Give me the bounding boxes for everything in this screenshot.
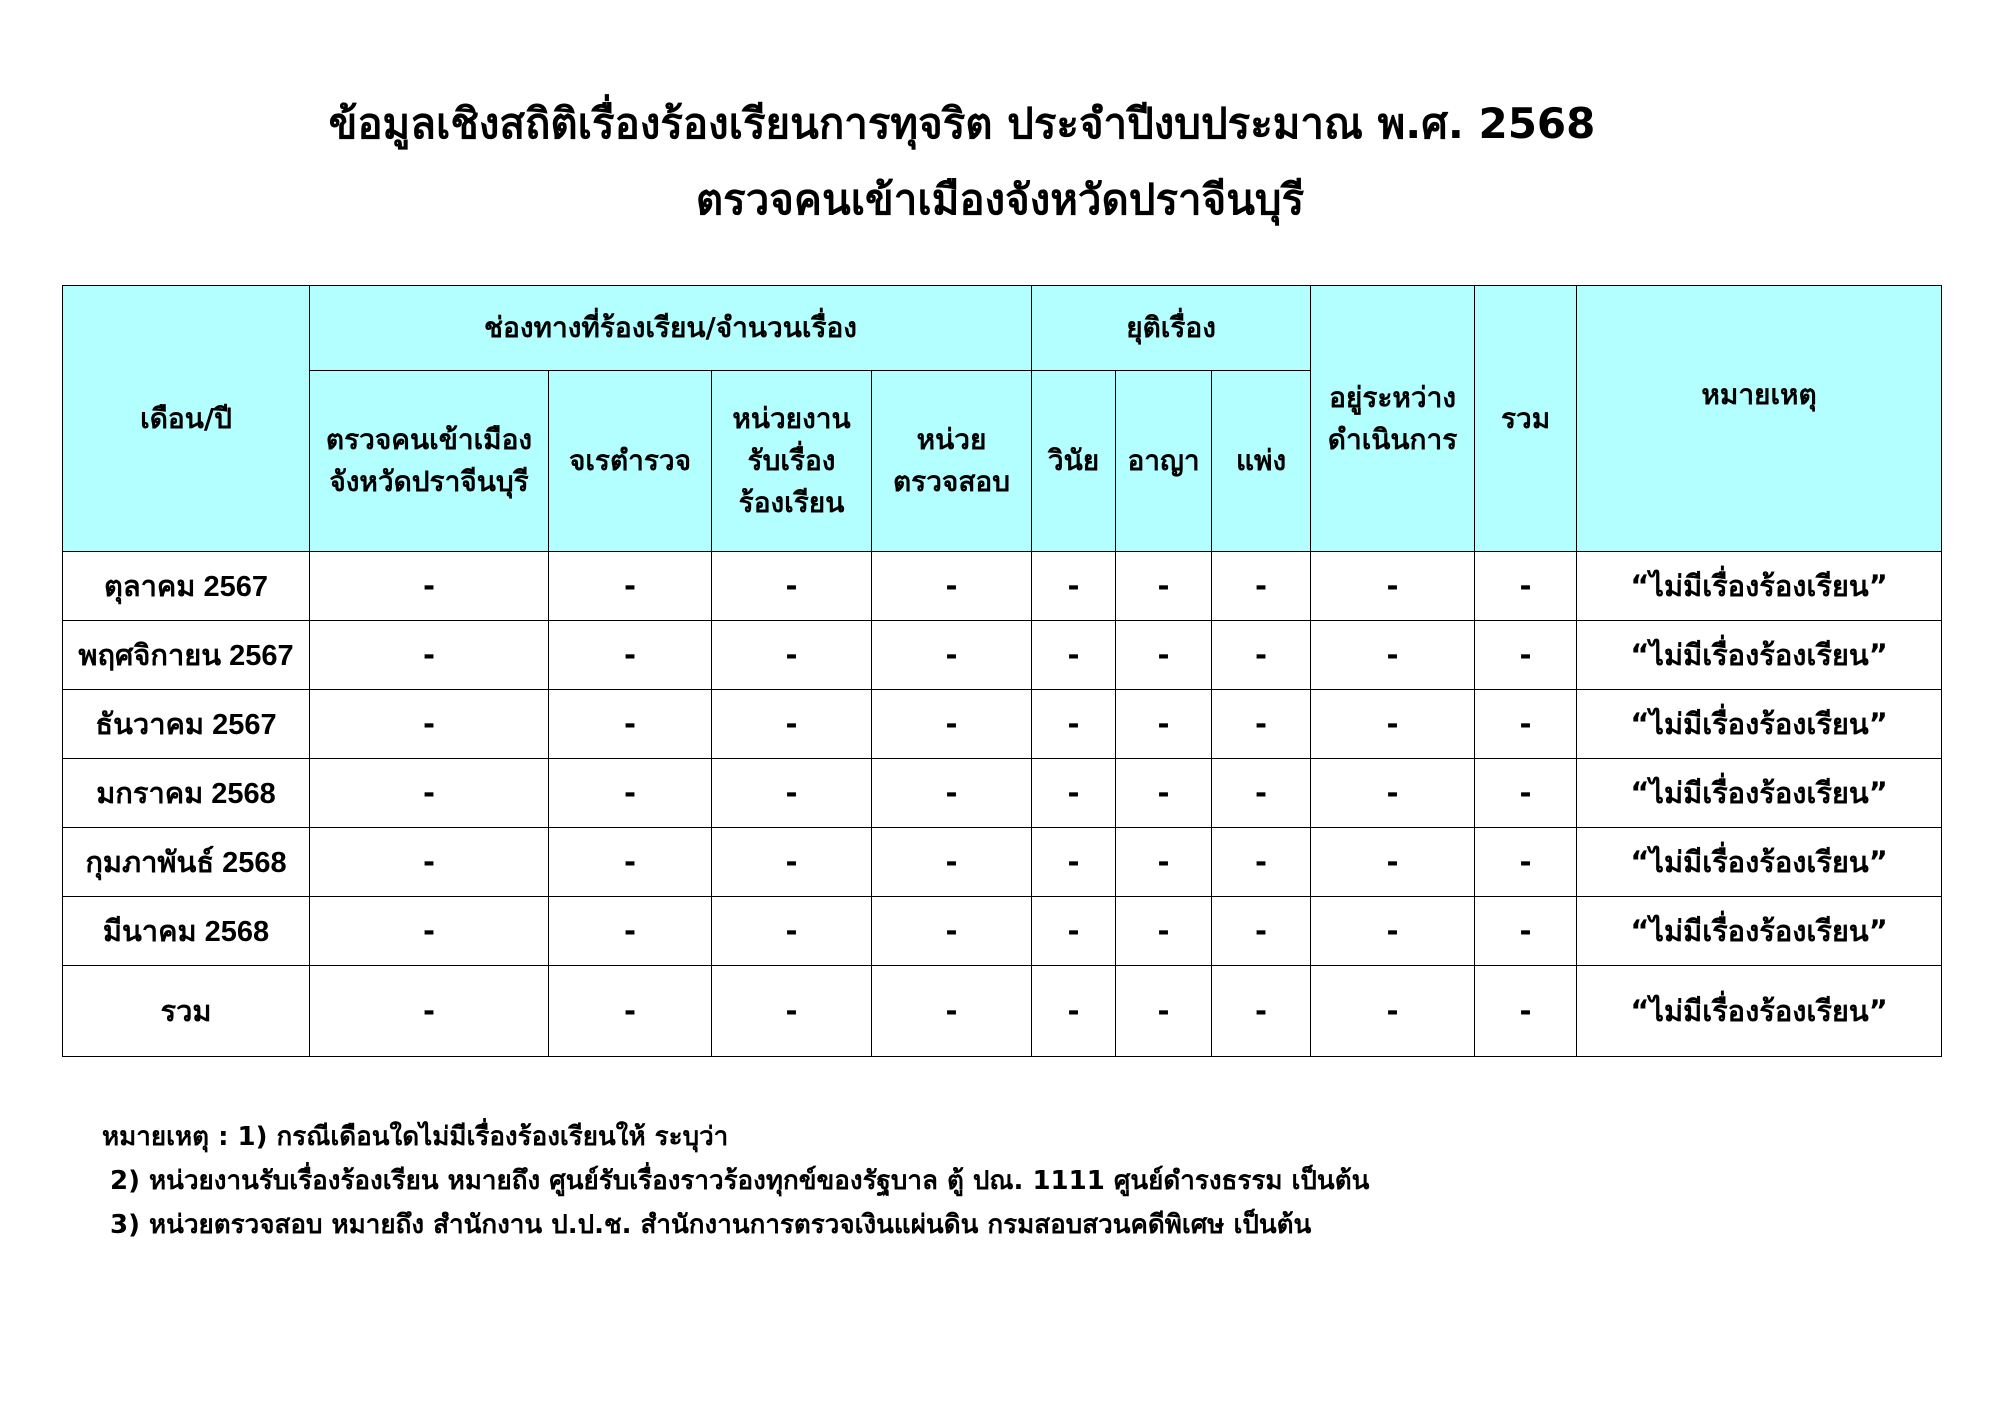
header-channels-group: ช่องทางที่ร้องเรียน/จำนวนเรื่อง: [310, 286, 1032, 371]
header-channel-immigration: ตรวจคนเข้าเมืองจังหวัดปราจีนบุรี: [310, 371, 549, 552]
value-cell: -: [1116, 552, 1212, 621]
note-item: 2) หน่วยงานรับเรื่องร้องเรียน หมายถึง ศูนย์รับเรื่องราวร้องทุกข์ของรัฐบาล ตู้ ปณ. 1111 ศูนย์ดำรงธรรม เป็นต้น: [110, 1166, 1370, 1196]
header-total: รวม: [1475, 286, 1577, 552]
table-row: [63, 828, 1942, 897]
value-cell: -: [1475, 552, 1577, 621]
remark-cell: “ไม่มีเรื่องร้องเรียน”: [1577, 897, 1942, 966]
value-cell: -: [1212, 621, 1311, 690]
value-cell: -: [1311, 759, 1475, 828]
value-cell: -: [872, 759, 1032, 828]
value-cell: -: [1475, 897, 1577, 966]
value-cell: -: [1311, 621, 1475, 690]
value-cell: -: [549, 759, 712, 828]
header-closed-group: ยุติเรื่อง: [1032, 286, 1311, 371]
table-row: [63, 759, 1942, 828]
value-cell: -: [549, 621, 712, 690]
table-row: [63, 621, 1942, 690]
remark-cell: “ไม่มีเรื่องร้องเรียน”: [1577, 966, 1942, 1057]
value-cell: -: [310, 966, 549, 1057]
value-cell: -: [712, 966, 872, 1057]
value-cell: -: [712, 897, 872, 966]
value-cell: -: [1212, 552, 1311, 621]
value-cell: -: [712, 828, 872, 897]
header-month: เดือน/ปี: [63, 286, 310, 552]
value-cell: -: [310, 828, 549, 897]
header-channel-inspector-police: จเรตำรวจ: [549, 371, 712, 552]
month-cell: มกราคม 2568: [63, 759, 310, 828]
header-remark: หมายเหตุ: [1577, 286, 1942, 552]
note-item: หมายเหตุ : 1) กรณีเดือนใดไม่มีเรื่องร้องเรียนให้ ระบุว่า: [102, 1122, 729, 1152]
value-cell: -: [1032, 966, 1116, 1057]
notes-list: [102, 1115, 1369, 1247]
value-cell: -: [1475, 828, 1577, 897]
value-cell: -: [1212, 690, 1311, 759]
header-closed-discipline: วินัย: [1032, 371, 1116, 552]
header-closed-criminal: อาญา: [1116, 371, 1212, 552]
value-cell: -: [310, 552, 549, 621]
total-row: [63, 966, 1942, 1057]
value-cell: -: [1032, 897, 1116, 966]
value-cell: -: [1212, 966, 1311, 1057]
remark-cell: “ไม่มีเรื่องร้องเรียน”: [1577, 690, 1942, 759]
value-cell: -: [872, 828, 1032, 897]
value-cell: -: [712, 621, 872, 690]
value-cell: -: [1475, 759, 1577, 828]
value-cell: -: [1116, 759, 1212, 828]
value-cell: -: [872, 897, 1032, 966]
value-cell: -: [712, 552, 872, 621]
month-cell: พฤศจิกายน 2567: [63, 621, 310, 690]
table-row: [63, 690, 1942, 759]
value-cell: -: [549, 897, 712, 966]
value-cell: -: [872, 690, 1032, 759]
value-cell: -: [1311, 690, 1475, 759]
value-cell: -: [1032, 621, 1116, 690]
month-cell: รวม: [63, 966, 310, 1057]
value-cell: -: [310, 621, 549, 690]
value-cell: -: [1116, 621, 1212, 690]
table-row: [63, 897, 1942, 966]
value-cell: -: [1311, 828, 1475, 897]
remark-cell: “ไม่มีเรื่องร้องเรียน”: [1577, 621, 1942, 690]
value-cell: -: [1212, 897, 1311, 966]
value-cell: -: [1116, 966, 1212, 1057]
value-cell: -: [1212, 828, 1311, 897]
remark-cell: “ไม่มีเรื่องร้องเรียน”: [1577, 552, 1942, 621]
value-cell: -: [1475, 690, 1577, 759]
value-cell: -: [549, 690, 712, 759]
value-cell: -: [1475, 621, 1577, 690]
value-cell: -: [1032, 828, 1116, 897]
page-subtitle: ตรวจคนเข้าเมืองจังหวัดปราจีนบุรี: [695, 175, 1305, 224]
value-cell: -: [872, 966, 1032, 1057]
value-cell: -: [1311, 552, 1475, 621]
value-cell: -: [712, 759, 872, 828]
value-cell: -: [712, 690, 872, 759]
value-cell: -: [1032, 690, 1116, 759]
value-cell: -: [1311, 897, 1475, 966]
header-in-progress: อยู่ระหว่างดำเนินการ: [1311, 286, 1475, 552]
value-cell: -: [310, 690, 549, 759]
value-cell: -: [549, 552, 712, 621]
header-channel-audit-agency: หน่วยตรวจสอบ: [872, 371, 1032, 552]
value-cell: -: [310, 897, 549, 966]
value-cell: -: [872, 621, 1032, 690]
month-cell: กุมภาพันธ์ 2568: [63, 828, 310, 897]
value-cell: -: [549, 828, 712, 897]
complaint-statistics-table: [62, 285, 1942, 1057]
header-channel-complaint-agency: หน่วยงานรับเรื่องร้องเรียน: [712, 371, 872, 552]
page-title: ข้อมูลเชิงสถิติเรื่องร้องเรียนการทุจริต ประจำปีงบประมาณ พ.ศ. 2568: [328, 99, 1596, 148]
remark-cell: “ไม่มีเรื่องร้องเรียน”: [1577, 828, 1942, 897]
month-cell: มีนาคม 2568: [63, 897, 310, 966]
table-row: [63, 552, 1942, 621]
value-cell: -: [1116, 828, 1212, 897]
value-cell: -: [1116, 897, 1212, 966]
value-cell: -: [872, 552, 1032, 621]
value-cell: -: [1032, 552, 1116, 621]
value-cell: -: [1311, 966, 1475, 1057]
remark-cell: “ไม่มีเรื่องร้องเรียน”: [1577, 759, 1942, 828]
value-cell: -: [1032, 759, 1116, 828]
value-cell: -: [1116, 690, 1212, 759]
value-cell: -: [549, 966, 712, 1057]
month-cell: ตุลาคม 2567: [63, 552, 310, 621]
header-closed-civil: แพ่ง: [1212, 371, 1311, 552]
value-cell: -: [1475, 966, 1577, 1057]
month-cell: ธันวาคม 2567: [63, 690, 310, 759]
note-item: 3) หน่วยตรวจสอบ หมายถึง สำนักงาน ป.ป.ช. สำนักงานการตรวจเงินแผ่นดิน กรมสอบสวนคดีพิเศษ เป็นต้น: [110, 1210, 1312, 1240]
value-cell: -: [1212, 759, 1311, 828]
value-cell: -: [310, 759, 549, 828]
